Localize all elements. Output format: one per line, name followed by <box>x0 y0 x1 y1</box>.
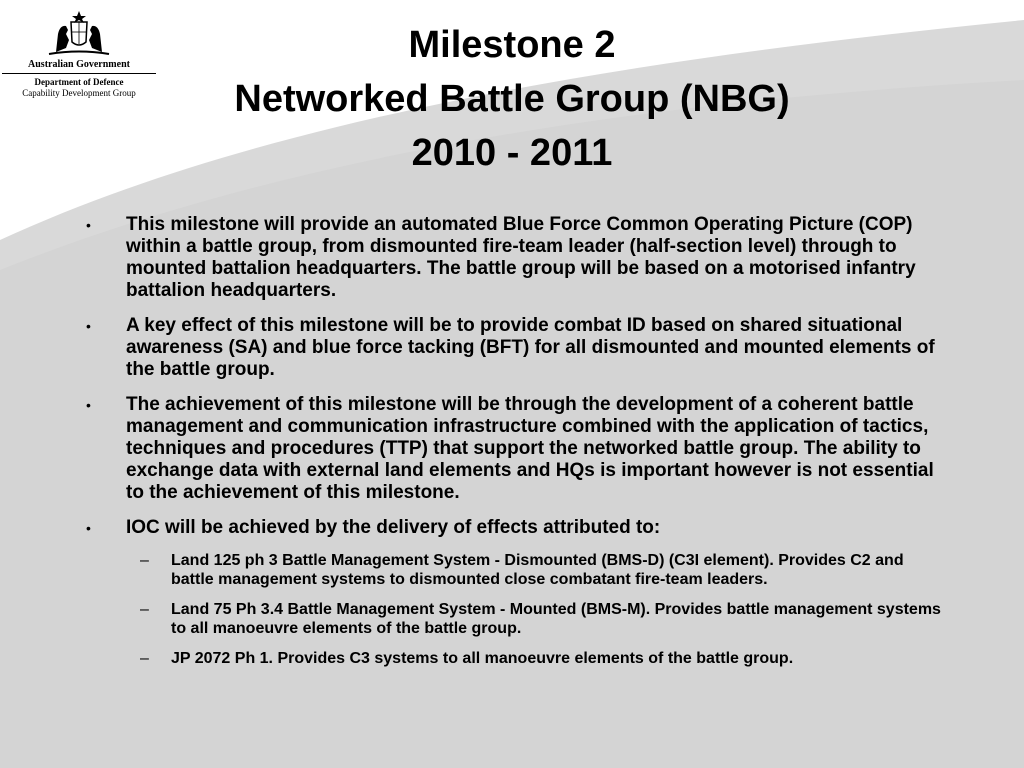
coat-of-arms-icon <box>44 8 114 58</box>
bullet-text: The achievement of this milestone will be through the development of a coherent battle management and communication infrastructure combined with the application of tactics, techniques and procedures (TTP) that support the networked battle group. The ability to exchange data with external land elements and HQs is important however is not essential to the achievement of this milestone. <box>126 394 934 503</box>
bullet-marker: • <box>86 397 91 413</box>
sub-bullet-marker: – <box>140 552 149 569</box>
bullet-marker: • <box>86 520 91 536</box>
slide-body <box>84 214 946 681</box>
sub-bullet-text: Land 75 Ph 3.4 Battle Management System - Mounted (BMS-M). Provides battle management systems to all manoeuvre elements of the battle group. <box>171 601 941 637</box>
bullet-marker: • <box>86 318 91 334</box>
bullet-text: IOC will be achieved by the delivery of effects attributed to: <box>126 517 661 538</box>
bullet-marker: • <box>86 217 91 233</box>
bullet-text: This milestone will provide an automated Blue Force Common Operating Picture (COP) within a battle group, from dismounted fire-team leader (half-section level) through to mounted battalion headquarters. The battle group will be based on a motorised infantry battalion headquarters. <box>126 214 916 301</box>
slide-title <box>130 18 894 180</box>
bullet-text: A key effect of this milestone will be to provide combat ID based on shared situational awareness (SA) and blue force tacking (BFT) for all dismounted and mounted elements of the battle group. <box>126 315 935 380</box>
sub-bullet-marker: – <box>140 601 149 618</box>
bullet-item <box>84 394 946 504</box>
sub-bullet-text: Land 125 ph 3 Battle Management System - Dismounted (BMS-D) (C3I element). Provides C2 and battle management systems to dismounted close combatant fire-team leaders. <box>171 552 904 588</box>
sub-bullet-list <box>126 551 946 668</box>
department-name: Department of Defence <box>34 77 124 87</box>
bullet-item <box>84 315 946 381</box>
bullet-list <box>84 214 946 668</box>
title-line-1: Milestone 2 <box>408 24 616 66</box>
sub-bullet-text: JP 2072 Ph 1. Provides C3 systems to all manoeuvre elements of the battle group. <box>171 650 794 667</box>
title-line-2: Networked Battle Group (NBG) <box>234 78 790 120</box>
sub-bullet-item <box>126 600 946 638</box>
bullet-item <box>84 517 946 668</box>
title-line-3: 2010 - 2011 <box>411 132 613 174</box>
sub-bullet-item <box>126 551 946 589</box>
government-name: Australian Government <box>28 59 130 70</box>
bullet-item <box>84 214 946 302</box>
group-name: Capability Development Group <box>22 88 136 98</box>
sub-bullet-item <box>126 649 946 668</box>
sub-bullet-marker: – <box>140 650 149 667</box>
